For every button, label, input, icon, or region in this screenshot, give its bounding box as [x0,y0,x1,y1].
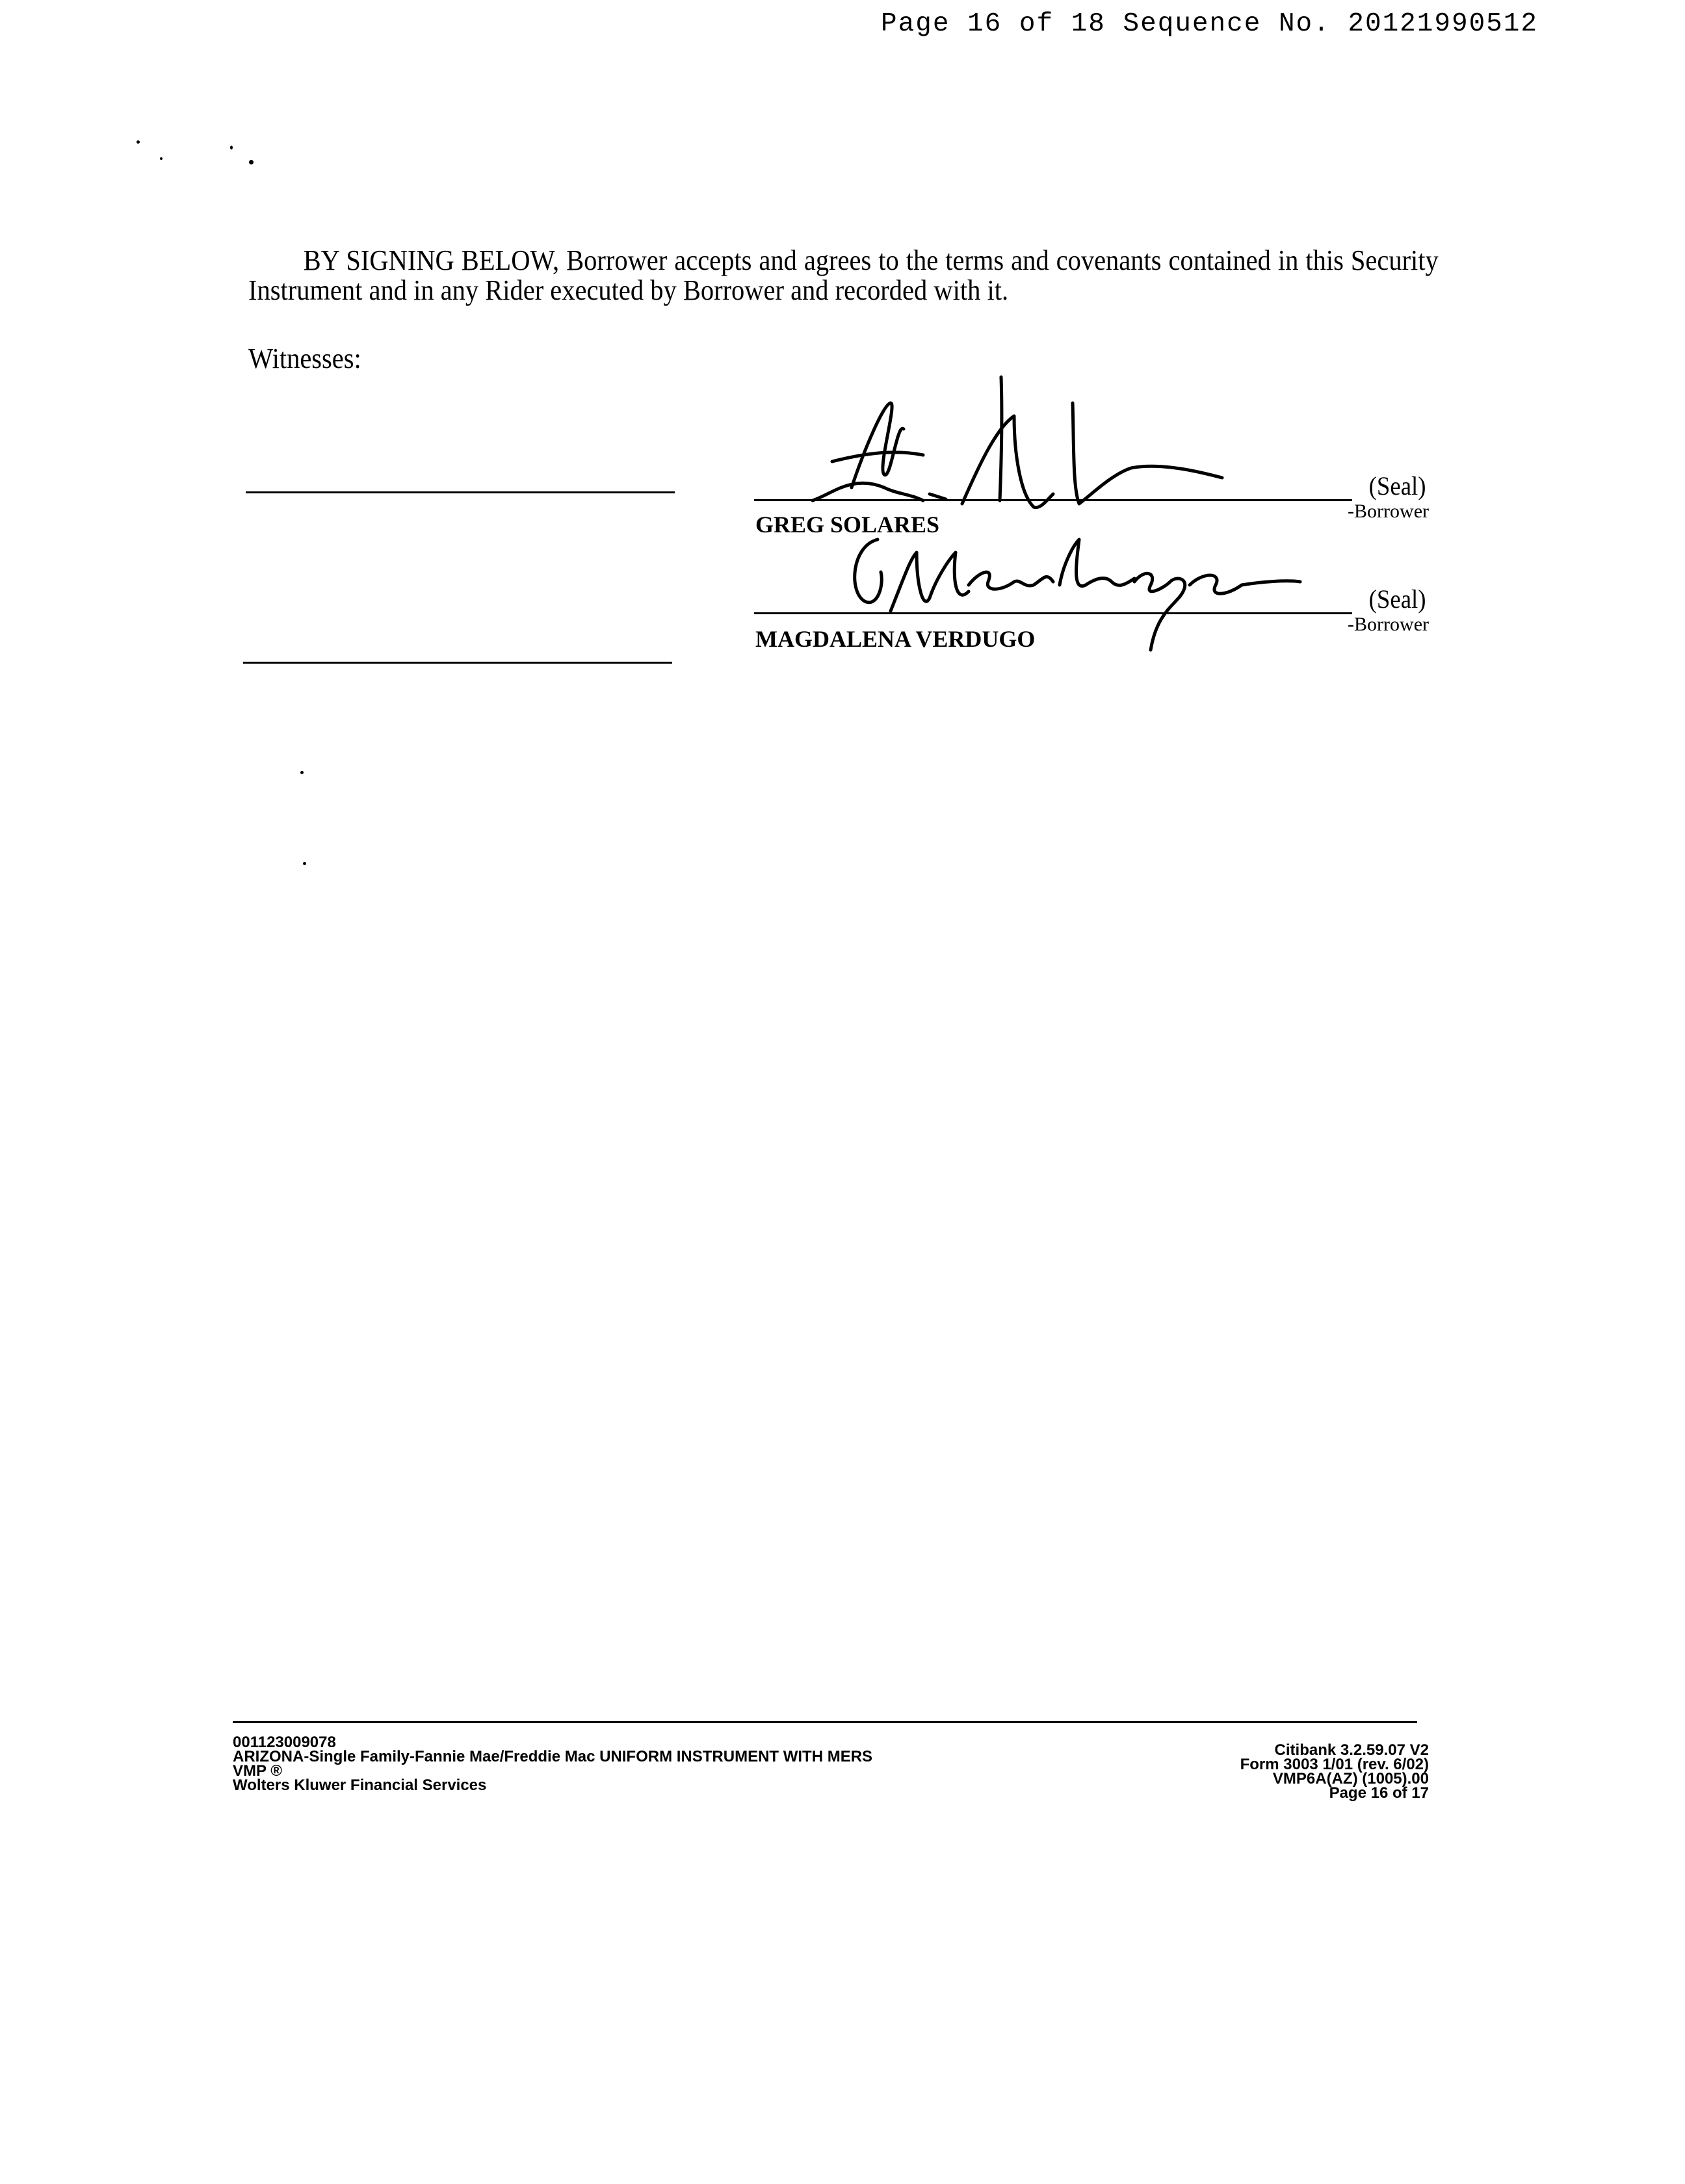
borrower-name-2: MAGDALENA VERDUGO [755,626,1036,652]
seal-label-2: (Seal) [1369,584,1426,614]
scan-speck [249,160,254,164]
lender-version: Citibank 3.2.59.07 V2 [1274,1741,1429,1759]
publisher: Wolters Kluwer Financial Services [233,1776,487,1794]
footer-rule [233,1721,1417,1723]
form-number: Form 3003 1/01 (rev. 6/02) [1240,1756,1429,1773]
form-page-number: Page 16 of 17 [1329,1784,1429,1802]
vmp-code: VMP6A(AZ) (1005).00 [1272,1770,1429,1788]
vmp-mark: VMP ® [233,1762,282,1780]
borrower-name-1: GREG SOLARES [755,512,940,538]
agreement-text: BY SIGNING BELOW, Borrower accepts and agrees to the terms and covenants contained in this Security Instrument and in any Rider executed by Borrower and recorded with it. [248,244,1439,306]
borrower-line-1 [754,499,1352,501]
borrower-role-1: -Borrower [1348,500,1429,522]
signature-greg-solares [806,364,1261,520]
witness-line-2 [243,662,672,664]
footer-form-info [233,1736,872,1793]
form-description: ARIZONA-Single Family-Fannie Mae/Freddie Mac UNIFORM INSTRUMENT WITH MERS [233,1748,873,1765]
scan-speck [160,157,163,160]
borrower-role-2: -Borrower [1348,614,1429,635]
scan-speck [137,140,140,144]
borrower-line-2 [754,612,1352,614]
scan-speck [303,862,306,865]
seal-label-1: (Seal) [1369,471,1426,500]
witness-line-1 [246,491,675,493]
page-sequence-stamp: Page 16 of 18 Sequence No. 20121990512 [881,9,1538,39]
agreement-paragraph [248,246,1439,306]
footer-form-codes [1240,1743,1429,1800]
scan-speck [300,771,304,774]
scan-speck [230,146,233,150]
loan-number: 001123009078 [233,1734,336,1751]
witnesses-label: Witnesses: [248,343,361,374]
